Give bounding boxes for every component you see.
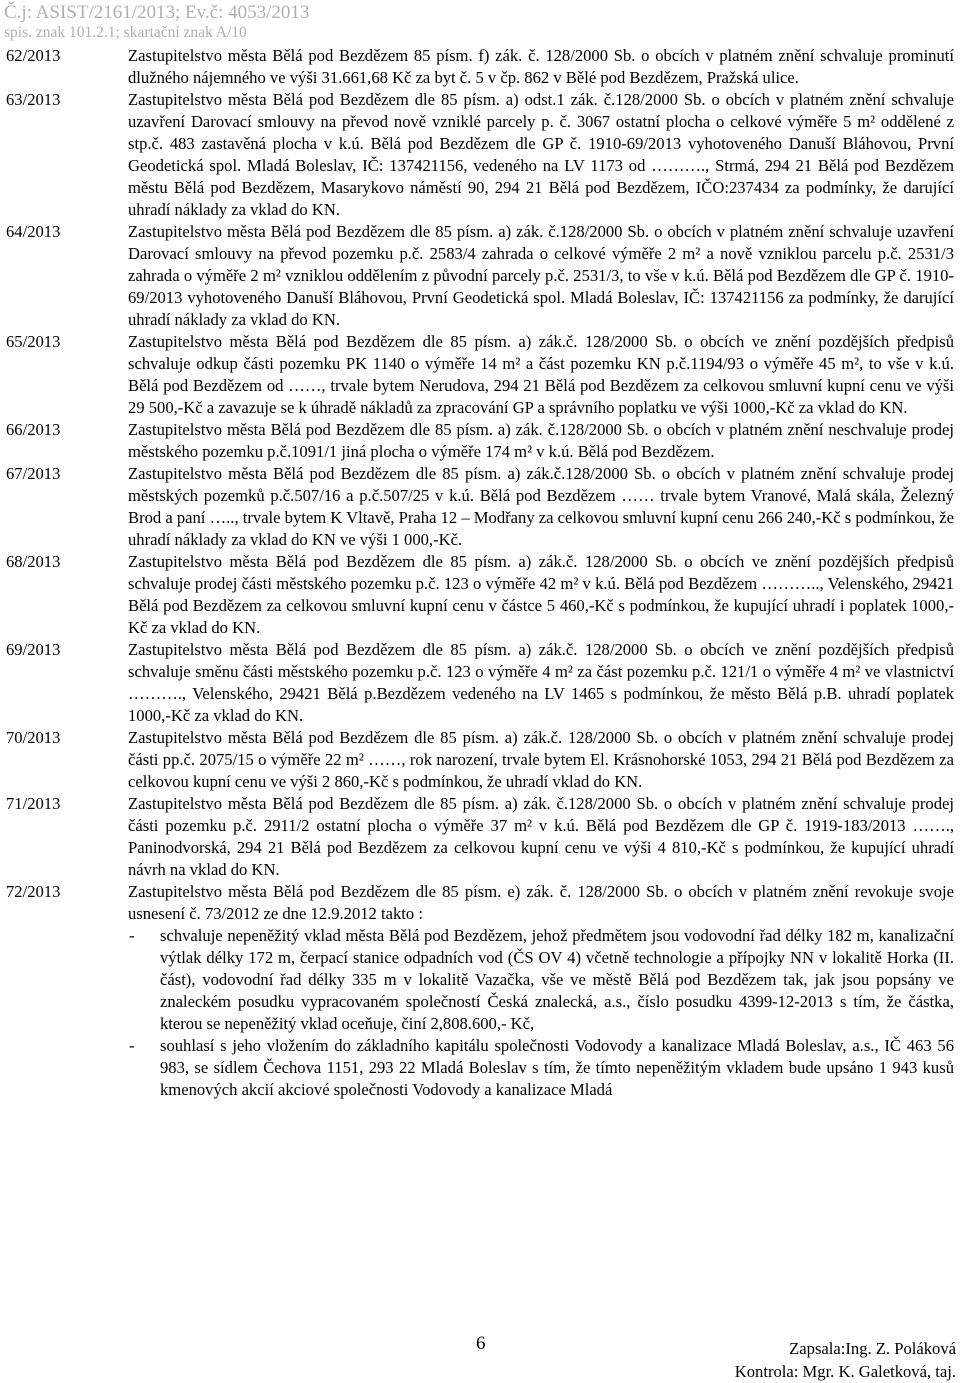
resolution-number: 62/2013 (6, 46, 61, 65)
resolution-text: Zastupitelstvo města Bělá pod Bezdězem dle 85 písm. a) zák.č. 128/2000 Sb. o obcích v platném znění schvaluje prodej části pp.č. 2075/15 o výměře 22 m² ……, rok narození, trvale bytem El. Krásnohorské 1053, 294 21 Bělá pod Bezdězem za celkovou kupní cenu ve výši 2 860,-Kč s podmínkou, že uhradí vklad do KN. (128, 728, 954, 791)
resolution-number: 70/2013 (6, 728, 61, 747)
resolution-64 (6, 221, 954, 331)
recorded-by: Zapsala:Ing. Z. Poláková (789, 1339, 956, 1358)
resolution-text: Zastupitelstvo města Bělá pod Bezdězem dle 85 písm. a) zák.č.128/2000 Sb. o obcích v platném znění schvaluje prodej městských pozemků p.č.507/16 a p.č.507/25 v k.ú. Bělá pod Bezdězem …… trvale bytem Vranové, Malá skála, Železný Brod a paní ….., trvale bytem K Vltavě, Praha 12 – Modřany za celkovou smluvní kupní cenu 266 240,-Kč s podmínkou, že uhradí náklady za vklad do KN ve výši 1 000,-Kč. (128, 464, 954, 549)
resolution-66 (6, 419, 954, 463)
resolution-text: Zastupitelstvo města Bělá pod Bezdězem dle 85 písm. a) zák.č. 128/2000 Sb. o obcích ve znění pozdějších předpisů schvaluje směnu části městského pozemku p.č. 123 o výměře 4 m² za část pozemku p.č. 121/1 o výměře 4 m² ve vlastnictví ………., Velenského, 29421 Bělá p.Bezdězem vedeného na LV 1465 s podmínkou, že město Bělá p.B. uhradí poplatek 1000,-Kč za vklad do KN. (128, 640, 954, 725)
resolution-72 (6, 881, 954, 1101)
bullet-text: schvaluje nepeněžitý vklad města Bělá pod Bezdězem, jehož předmětem jsou vodovodní řad délky 182 m, kanalizační výtlak délky 172 m, čerpací stanice odpadních vod (ČS OV 4) včetně technologie a přípojky NN v lokalitě Horka (II. část), vodovodní řad délky 335 m v lokalitě Vazačka, vše ve městě Bělá pod Bezdězem tak, jak jsou popsány ve znaleckém posudku vypracovaném společností Česká znalecká, a.s., číslo posudku 4399-12-2013 s tím, že částka, kterou se nepeněžitý vklad oceňuje, činí 2,808.600,- Kč, (160, 926, 954, 1033)
resolution-71 (6, 793, 954, 881)
resolution-text: Zastupitelstvo města Bělá pod Bezdězem dle 85 písm. e) zák. č. 128/2000 Sb. o obcích v platném znění revokuje svoje usnesení č. 73/2012 ze dne 12.9.2012 takto : (128, 882, 954, 923)
resolution-69 (6, 639, 954, 727)
resolution-number: 71/2013 (6, 794, 61, 813)
resolution-62 (6, 45, 954, 89)
bullet-item (128, 1035, 954, 1101)
resolution-text: Zastupitelstvo města Bělá pod Bezdězem dle 85 písm. a) zák.č. 128/2000 Sb. o obcích ve znění pozdějších předpisů schvaluje odkup části pozemku PK 1140 o výměře 14 m² a část pozemku KN p.č.1194/93 o výměře 45 m², to vše v k.ú. Bělá pod Bezdězem od ……, trvale bytem Nerudova, 294 21 Bělá pod Bezdězem za celkovou smluvní kupní cenu ve výši 29 500,-Kč a zavazuje se k úhradě nákladů za zpracování GP a správního poplatku ve výši 1000,-Kč za vklad do KN. (128, 332, 954, 417)
resolution-number: 67/2013 (6, 464, 61, 483)
reference-number: Č.j: ASIST/2161/2013; Ev.č: 4053/2013 (4, 2, 310, 23)
resolution-68 (6, 551, 954, 639)
signatures (735, 1337, 956, 1383)
resolution-text: Zastupitelstvo města Bělá pod Bezdězem dle 85 písm. a) zák.č. 128/2000 Sb. o obcích ve znění pozdějších předpisů schvaluje prodej části městského pozemku p.č. 123 o výměře 42 m² v k.ú. Bělá pod Bezdězem ……….., Velenského, 29421 Bělá pod Bezdězem za celkovou smluvní kupní cenu v částce 5 460,-Kč s podmínkou, že kupující uhradí i poplatek 1000,-Kč za vklad do KN. (128, 552, 954, 637)
resolution-text: Zastupitelstvo města Bělá pod Bezdězem dle 85 písm. a) zák. č.128/2000 Sb. o obcích v platném znění schvaluje prodej části pozemku p.č. 2911/2 ostatní plocha o výměře 37 m² v k.ú. Bělá pod Bezdězem dle GP č. 1919-183/2013 ……., Paninodvorská, 294 21 Bělá pod Bezdězem za celkovou kupní cenu ve výši 4 810,-Kč s podmínkou, že kupující uhradí návrh na vklad do KN. (128, 794, 954, 879)
resolution-text: Zastupitelstvo města Bělá pod Bezdězem 85 písm. f) zák. č. 128/2000 Sb. o obcích v platném znění schvaluje prominutí dlužného nájemného ve výši 31.661,68 Kč za byt č. 5 v čp. 862 v Bělé pod Bezdězem, Pražská ulice. (128, 46, 954, 87)
resolution-67 (6, 463, 954, 551)
resolution-number: 72/2013 (6, 882, 61, 901)
resolution-text: Zastupitelstvo města Bělá pod Bezdězem dle 85 písm. a) zák. č.128/2000 Sb. o obcích v platném znění schvaluje uzavření Darovací smlouvy na převod pozemku p.č. 2583/4 zahrada o celkové výměře 2 m² a nově vzniklou parcelu p.č. 2531/3 zahrada o výměře 2 m² vzniklou oddělením z původní parcely p.č. 2531/3, to vše v k.ú. Bělá pod Bezdězem dle GP č. 1910-69/2013 vyhotoveného Danuší Bláhovou, První Geodetická spol. Mladá Boleslav, IČ: 137421156 za podmínky, že darující uhradí náklady za vklad do KN. (128, 222, 954, 329)
bullet-item (128, 925, 954, 1035)
resolutions-list (6, 45, 954, 1101)
resolution-70 (6, 727, 954, 793)
resolution-text: Zastupitelstvo města Bělá pod Bezdězem dle 85 písm. a) odst.1 zák. č.128/2000 Sb. o obcích v platném znění schvaluje uzavření Darovací smlouvy na převod nově vzniklé parcely p. č. 3067 ostatní plocha o celkové výměře 5 m² oddělené z stp.č. 483 zastavěná plocha v k.ú. Bělá pod Bezdězem dle GP č. 1910-69/2013 vyhotoveného Danuší Bláhovou, První Geodetická spol. Mladá Boleslav, IČ: 137421156, vedeného na LV 1173 od ………., Strmá, 294 21 Bělá pod Bezdězem městu Bělá pod Bezdězem, Masarykovo náměstí 90, 294 21 Bělá pod Bezdězem, IČO:237434 za podmínky, že darující uhradí náklady za vklad do KN. (128, 90, 954, 219)
bullet-dash: - (129, 1036, 135, 1055)
resolution-number: 69/2013 (6, 640, 61, 659)
resolution-number: 65/2013 (6, 332, 61, 351)
document-reference-stamp (4, 2, 309, 42)
resolution-number: 66/2013 (6, 420, 61, 439)
resolution-text-block (128, 881, 954, 1101)
resolution-65 (6, 331, 954, 419)
resolution-number: 63/2013 (6, 90, 61, 109)
resolution-number: 68/2013 (6, 552, 61, 571)
resolution-text: Zastupitelstvo města Bělá pod Bezdězem dle 85 písm. a) zák. č.128/2000 Sb. o obcích v platném znění neschvaluje prodej městského pozemku p.č.1091/1 jiná plocha o výměře 174 m² v k.ú. Bělá pod Bezdězem. (128, 420, 954, 461)
checked-by: Kontrola: Mgr. K. Galetková, taj. (734, 1362, 956, 1381)
page-number: 6 (476, 1333, 486, 1354)
resolution-63 (6, 89, 954, 221)
file-mark: spis. znak 101.2.1; skartační znak A/10 (4, 23, 247, 41)
resolution-number: 64/2013 (6, 222, 61, 241)
bullet-text: souhlasí s jeho vložením do základního kapitálu společnosti Vodovody a kanalizace Mladá Boleslav, a.s., IČ 463 56 983, se sídlem Čechova 1151, 293 22 Mladá Boleslav s tím, že tímto nepeněžitým vkladem bude upsáno 1 943 kusů kmenových akcií akciové společnosti Vodovody a kanalizace Mladá (160, 1036, 954, 1099)
bullet-dash: - (129, 926, 135, 945)
